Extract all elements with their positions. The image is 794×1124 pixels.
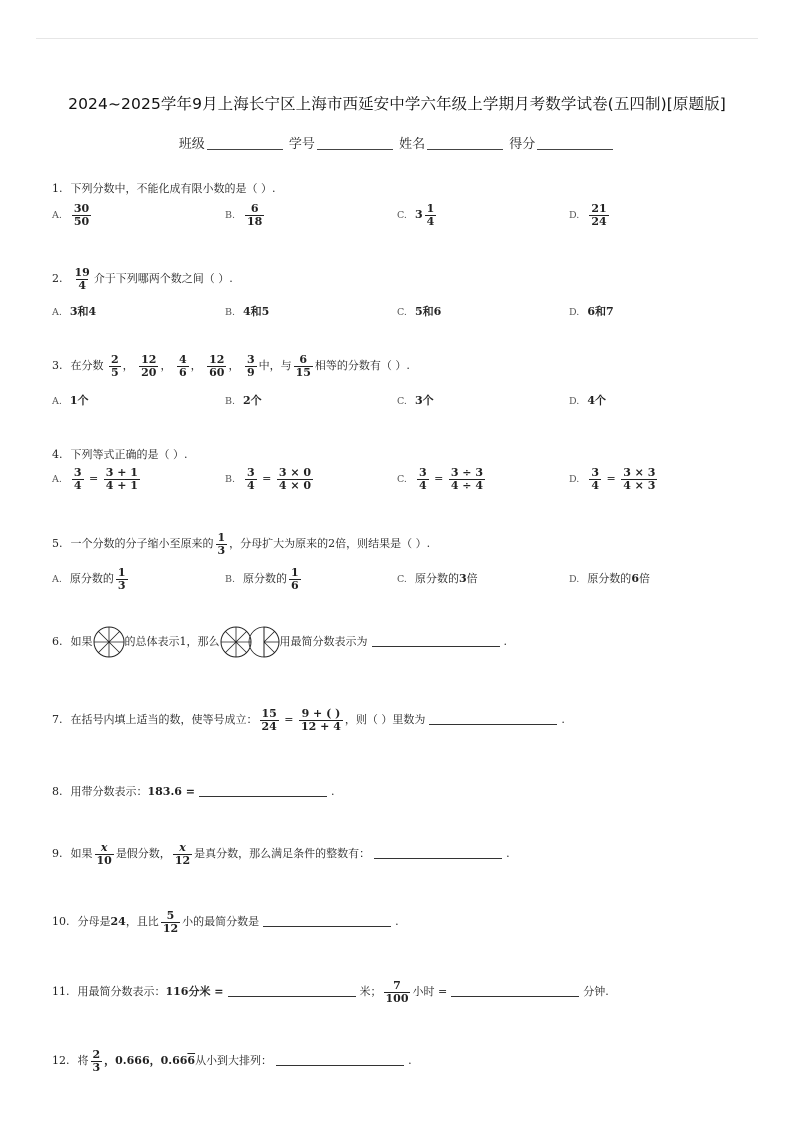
- q3-option-b[interactable]: B. 2个: [225, 394, 262, 407]
- exam-title: 2024~2025学年9月上海长宁区上海市西延安中学六年级上学期月考数学试卷(五四制)[原题版]: [68, 95, 726, 113]
- q7-answer-blank[interactable]: [429, 712, 557, 725]
- question-1: 1. 下列分数中，不能化成有限小数的是（ ）.: [52, 182, 276, 195]
- class-label: 班级: [178, 137, 205, 152]
- q5-option-a[interactable]: A. 原分数的 $\frac{1}{3}$: [52, 566, 126, 592]
- q5-option-d[interactable]: D. 原分数的6倍: [569, 572, 650, 585]
- q10-answer-blank[interactable]: [263, 914, 391, 927]
- q12-answer-blank[interactable]: [276, 1053, 404, 1066]
- question-10: 10. 分母是24，且比 $\frac{5}{12}$ 小的最简分数是 .: [52, 909, 399, 935]
- score-label: 得分: [509, 137, 536, 152]
- name-input[interactable]: [427, 135, 503, 150]
- q2-option-d[interactable]: D. 6和7: [569, 305, 614, 318]
- question-12: 12. 将 $\frac{2}{3}$ ，0.666，0.666从小到大排列： .: [52, 1048, 412, 1074]
- student-info-fields: [0, 133, 794, 152]
- repeating-digit: 6: [187, 1054, 196, 1068]
- score-input[interactable]: [537, 135, 613, 150]
- q5-option-b[interactable]: B. 原分数的 $\frac{1}{6}$: [225, 566, 299, 592]
- student-id-label: 学号: [288, 137, 315, 152]
- full-circle-8-parts-icon: [93, 626, 125, 658]
- question-11: 11. 用最简分数表示：116分米 = 米； $\frac{7}{100}$ 小时 = 分钟.: [52, 979, 609, 1005]
- class-input[interactable]: [207, 135, 283, 150]
- q4-option-a[interactable]: A. $\frac{3}{4}$ = $\frac{3 + 1}{4 + 1}$: [52, 466, 138, 492]
- student-id-input[interactable]: [317, 135, 393, 150]
- q11-answer-blank-2[interactable]: [451, 984, 579, 997]
- question-7: 7. 在括号内填上适当的数，使等号成立： $\frac{15}{24}$ = $\frac{9 + ( )}{12 + 4}$ ，则（ ）里数为 .: [52, 707, 565, 733]
- q5-option-c[interactable]: C. 原分数的3倍: [397, 572, 478, 585]
- q8-answer-blank[interactable]: [199, 784, 327, 797]
- question-9: 9. 如果 $\frac{x}{10}$ 是假分数， $\frac{x}{12}$ 是真分数，那么满足条件的整数有： .: [52, 841, 510, 867]
- top-rule: [36, 38, 758, 39]
- question-4: 4. 下列等式正确的是（ ）.: [52, 448, 188, 461]
- q1-option-c[interactable]: C. 3 $\frac{1}{4}$: [397, 202, 435, 228]
- q3-option-d[interactable]: D. 4个: [569, 394, 606, 407]
- q2-option-b[interactable]: B. 4和5: [225, 305, 270, 318]
- q4-option-c[interactable]: C. $\frac{3}{4}$ = $\frac{3 \div 3}{4 \div 4}$: [397, 466, 484, 492]
- question-5: 5. 一个分数的分子缩小至原来的 $\frac{1}{3}$ ，分母扩大为原来的2倍，则结果是（ ）.: [52, 531, 431, 557]
- q4-option-b[interactable]: B. $\frac{3}{4}$ = $\frac{3 \times 0}{4 \times 0}$: [225, 466, 312, 492]
- q2-option-a[interactable]: A. 3和4: [52, 305, 97, 318]
- q1-option-a[interactable]: A. $\frac{30}{50}$: [52, 202, 90, 228]
- q6-answer-blank[interactable]: [372, 634, 500, 647]
- question-8: 8. 用带分数表示：183.6 = .: [52, 785, 335, 798]
- q1-option-b[interactable]: B. $\frac{6}{18}$: [225, 202, 263, 228]
- name-label: 姓名: [399, 137, 426, 152]
- q3-option-a[interactable]: A. 1个: [52, 394, 89, 407]
- question-2: 2. $\frac{19}{4}$ 介于下列哪两个数之间（ ）.: [52, 266, 233, 292]
- question-6: 6. 如果 的总体表示1，那么 用最简分数表示为 .: [52, 626, 507, 658]
- question-1-text: 下列分数中，不能化成有限小数的是（ ）.: [70, 182, 276, 195]
- question-3: 3. 在分数 $\frac{2}{5}$ ， $\frac{12}{20}$ ， $\frac{4}{6}$ ， $\frac{12}{60}$ ， $\frac{3}{9}$ 中，与 $\frac{6}{15}$ 相等的分数有（ ）.: [52, 353, 410, 379]
- two-and-half-circles-icon: [220, 626, 280, 658]
- q9-answer-blank[interactable]: [374, 846, 502, 859]
- q11-answer-blank-1[interactable]: [228, 984, 356, 997]
- q2-option-c[interactable]: C. 5和6: [397, 305, 442, 318]
- q3-option-c[interactable]: C. 3个: [397, 394, 434, 407]
- q1-option-d[interactable]: D. $\frac{21}{24}$: [569, 202, 607, 228]
- q4-option-d[interactable]: D. $\frac{3}{4}$ = $\frac{3 \times 3}{4 \times 3}$: [569, 466, 656, 492]
